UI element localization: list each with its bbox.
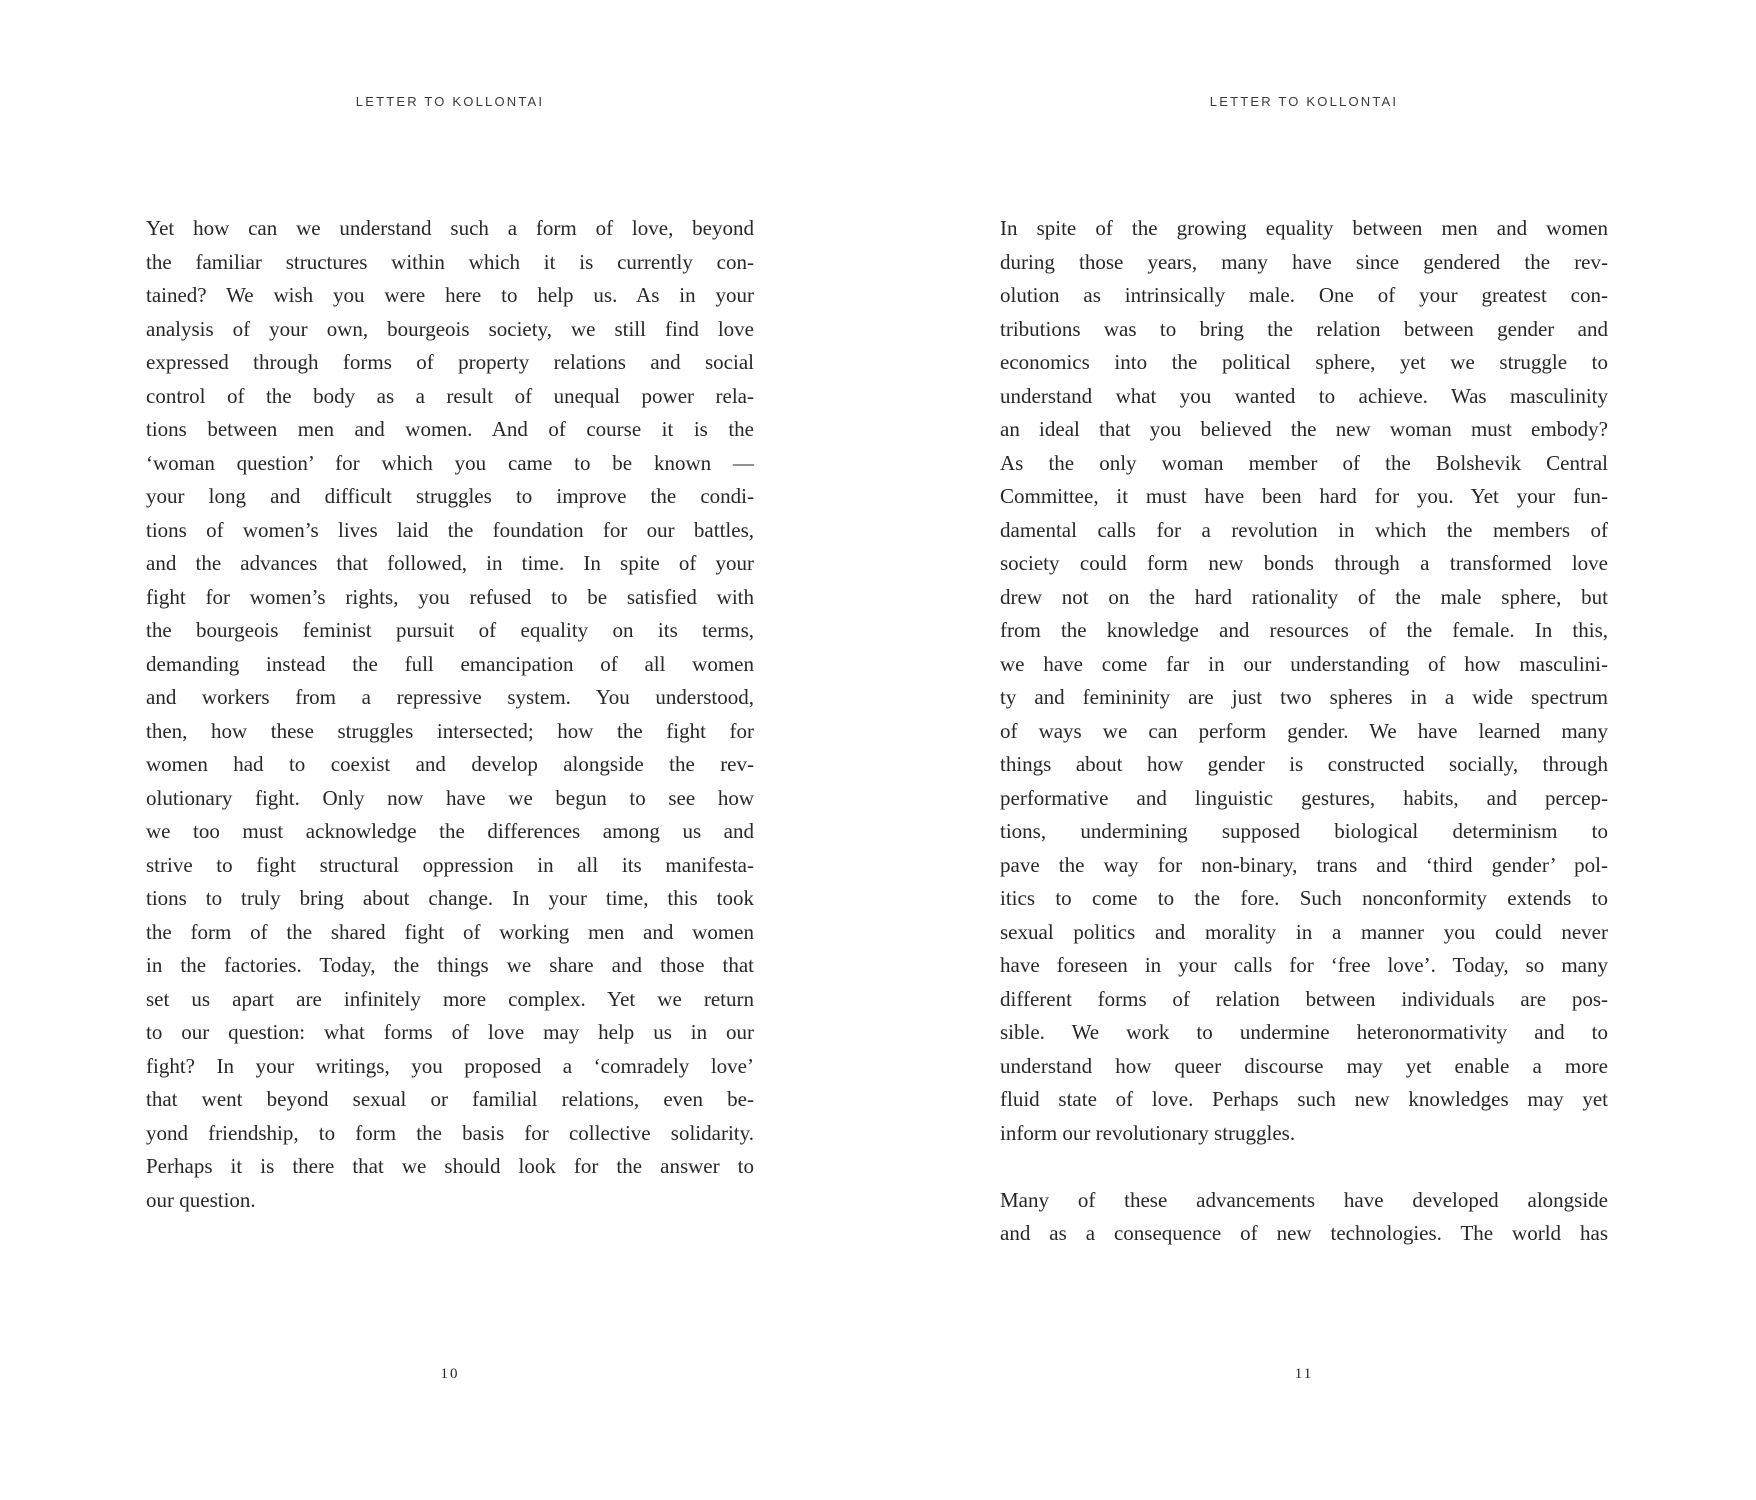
text-line: of ways we can perform gender. We have learned many	[1000, 718, 1608, 743]
text-line: olutionary fight. Only now have we begun to see how	[146, 785, 754, 810]
text-line: fight? In your writings, you proposed a ‘comradely love’	[146, 1053, 754, 1078]
text-line: your long and difficult struggles to improve the condi-	[146, 484, 754, 508]
text-line: Committee, it must have been hard for you. Yet your fun-	[1000, 484, 1608, 508]
text-line: performative and linguistic gestures, habits, and percep-	[1000, 785, 1608, 810]
left-page-text-column	[146, 212, 754, 1217]
text-line: ty and femininity are just two spheres in a wide spectrum	[1000, 685, 1608, 709]
running-head-left: LETTER TO KOLLONTAI	[355, 94, 545, 109]
text-line: in the factories. Today, the things we share and those that	[146, 953, 754, 977]
page-number-left: 10	[440, 1366, 460, 1382]
text-line: the familiar structures within which it is currently con-	[146, 249, 754, 274]
text-line: strive to fight structural oppression in all its manifesta-	[146, 852, 754, 877]
text-line: itics to come to the fore. Such nonconformity extends to	[1000, 886, 1608, 910]
text-line: tributions was to bring the relation between gender and	[1000, 316, 1608, 341]
text-line: tions of women’s lives laid the foundation for our battles,	[146, 517, 754, 542]
text-line: control of the body as a result of unequal power rela-	[146, 383, 754, 408]
text-line: In spite of the growing equality between men and women	[1000, 216, 1608, 240]
text-line: have foreseen in your calls for ‘free love’. Today, so many	[1000, 953, 1608, 977]
text-line: ‘woman question’ for which you came to be known —	[146, 450, 754, 475]
text-line: and workers from a repressive system. You understood,	[146, 685, 754, 709]
text-line: pave the way for non-binary, trans and ‘third gender’ pol-	[1000, 852, 1608, 877]
paragraph	[146, 212, 754, 1217]
text-line: fluid state of love. Perhaps such new knowledges may yet	[1000, 1087, 1608, 1111]
text-line: damental calls for a revolution in which the members of	[1000, 517, 1608, 542]
text-line: to our question: what forms of love may help us in our	[146, 1020, 754, 1044]
right-page-text-column	[1000, 212, 1608, 1251]
text-line: we too must acknowledge the differences among us and	[146, 819, 754, 843]
text-line: understand what you wanted to achieve. Was masculinity	[1000, 383, 1608, 408]
text-line: an ideal that you believed the new woman must embody?	[1000, 417, 1608, 441]
text-line: and the advances that followed, in time. In spite of your	[146, 551, 754, 575]
text-line: economics into the political sphere, yet we struggle to	[1000, 350, 1608, 374]
page-number-right: 11	[1294, 1366, 1314, 1382]
running-head-right: LETTER TO KOLLONTAI	[1209, 94, 1399, 109]
text-line: tions to truly bring about change. In your time, this took	[146, 886, 754, 910]
text-line: women had to coexist and develop alongside the rev-	[146, 752, 754, 776]
text-line: demanding instead the full emancipation of all women	[146, 651, 754, 676]
text-line: fight for women’s rights, you refused to be satisfied with	[146, 584, 754, 609]
paragraph	[1000, 212, 1608, 1150]
text-line: our question.	[146, 1187, 256, 1212]
text-line: and as a consequence of new technologies. The world has	[1000, 1221, 1608, 1245]
text-line: the form of the shared fight of working men and women	[146, 919, 754, 944]
text-line: tions, undermining supposed biological determinism to	[1000, 819, 1608, 843]
text-line: from the knowledge and resources of the female. In this,	[1000, 618, 1608, 642]
text-line: Perhaps it is there that we should look for the answer to	[146, 1154, 754, 1178]
paragraph	[1000, 1184, 1608, 1251]
text-line: understand how queer discourse may yet enable a more	[1000, 1053, 1608, 1078]
text-line: during those years, many have since gendered the rev-	[1000, 249, 1608, 274]
text-line: then, how these struggles intersected; how the fight for	[146, 718, 754, 743]
text-line: analysis of your own, bourgeois society, we still find love	[146, 316, 754, 341]
text-line: set us apart are infinitely more complex. Yet we return	[146, 986, 754, 1011]
text-line: different forms of relation between individuals are pos-	[1000, 986, 1608, 1011]
text-line: Yet how can we understand such a form of love, beyond	[146, 216, 754, 240]
text-line: yond friendship, to form the basis for collective solidarity.	[146, 1120, 754, 1145]
text-line: Many of these advancements have developed alongside	[1000, 1187, 1608, 1212]
text-line: things about how gender is constructed socially, through	[1000, 752, 1608, 776]
text-line: sible. We work to undermine heteronormativity and to	[1000, 1020, 1608, 1044]
text-line: sexual politics and morality in a manner you could never	[1000, 919, 1608, 944]
text-line: that went beyond sexual or familial relations, even be-	[146, 1087, 754, 1111]
text-line: drew not on the hard rationality of the male sphere, but	[1000, 584, 1608, 609]
text-line: we have come far in our understanding of how masculini-	[1000, 651, 1608, 676]
text-line: tions between men and women. And of course it is the	[146, 417, 754, 441]
text-line: expressed through forms of property relations and social	[146, 350, 754, 374]
text-line: olution as intrinsically male. One of your greatest con-	[1000, 283, 1608, 307]
text-line: tained? We wish you were here to help us. As in your	[146, 283, 754, 307]
text-line: inform our revolutionary struggles.	[1000, 1120, 1296, 1145]
text-line: As the only woman member of the Bolshevik Central	[1000, 450, 1608, 475]
text-line: society could form new bonds through a transformed love	[1000, 551, 1608, 575]
text-line: the bourgeois feminist pursuit of equality on its terms,	[146, 618, 754, 642]
